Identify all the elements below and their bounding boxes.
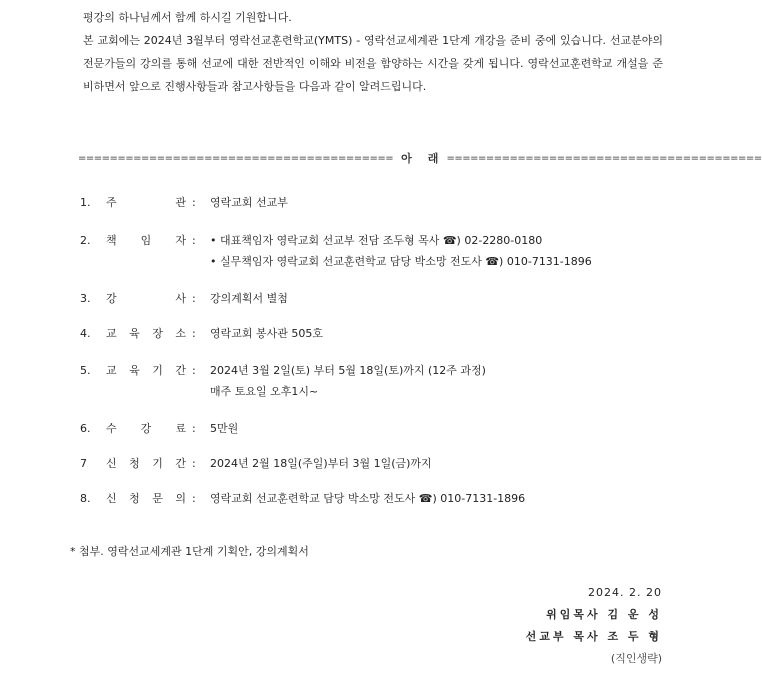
item-value: 2024년 2월 18일(주일)부터 3월 1일(금)까지 [210, 457, 432, 470]
item-colon: : [192, 234, 196, 247]
attachment-note: * 첨부. 영락선교세계관 1단계 기획안, 강의계획서 [70, 545, 309, 558]
item-label: 신 청 기 간 [106, 457, 186, 470]
item-number: 5. [80, 364, 91, 377]
item-colon: : [192, 457, 196, 470]
item-colon: : [192, 196, 196, 209]
item-value: 5만원 [210, 422, 239, 435]
detail-item [80, 453, 432, 474]
detail-item [80, 192, 288, 213]
item-value: 영락교회 봉사관 505호 [210, 327, 323, 340]
detail-item [80, 288, 288, 309]
signature-senior-pastor: 위임목사 김 운 성 [546, 608, 662, 621]
item-label: 신 청 문 의 [106, 492, 186, 505]
intro-section [83, 6, 663, 98]
item-colon: : [192, 292, 196, 305]
signature-mission-pastor: 선교부 목사 조 두 형 [525, 630, 662, 643]
item-label: 강 사 [106, 292, 186, 305]
divider-word-2: 래 [427, 152, 439, 165]
item-label: 교 육 기 간 [106, 364, 186, 377]
item-label: 주 관 [106, 196, 186, 209]
divider-right: ======================================== [446, 152, 762, 164]
divider-left: ======================================== [78, 152, 394, 164]
item-number: 1. [80, 196, 91, 209]
item-number: 2. [80, 234, 91, 247]
divider-word-1: 아 [401, 152, 412, 165]
seal-note: (직인생략) [610, 652, 662, 665]
detail-item [80, 488, 525, 509]
item-number: 3. [80, 292, 91, 305]
item-number: 7 [80, 457, 87, 470]
item-colon: : [192, 364, 196, 377]
item-value: 영락교회 선교부 [210, 196, 288, 209]
item-value: 2024년 3월 2일(토) 부터 5월 18일(토)까지 (12주 과정) 매주 토요일 오후1시~ [210, 364, 486, 398]
item-colon: : [192, 327, 196, 340]
item-label: 교 육 장 소 [106, 327, 186, 340]
detail-item [80, 230, 592, 272]
item-value: 강의계획서 별첨 [210, 292, 288, 305]
detail-item [80, 360, 486, 402]
item-colon: : [192, 422, 196, 435]
item-value: 영락교회 선교훈련학교 담당 박소망 전도사 ☎) 010-7131-1896 [210, 492, 526, 505]
item-number: 4. [80, 327, 91, 340]
item-number: 8. [80, 492, 91, 505]
detail-item [80, 323, 323, 344]
item-label: 책 임 자 [106, 234, 186, 247]
item-value: • 대표책임자 영락교회 선교부 전담 조두형 목사 ☎) 02-2280-0180 • 실무책임자 영락교회 선교훈련학교 담당 박소망 전도사 ☎) 010-7131-1896 [210, 234, 592, 268]
item-colon: : [192, 492, 196, 505]
section-divider [78, 150, 762, 166]
item-label: 수 강 료 [106, 422, 186, 435]
detail-item [80, 418, 238, 439]
greeting-line: 평강의 하나님께서 함께 하시길 기원합니다. [83, 11, 292, 24]
item-number: 6. [80, 422, 91, 435]
document-date: 2024. 2. 20 [588, 586, 662, 599]
intro-paragraph: 본 교회에는 2024년 3월부터 영락선교훈련학교(YMTS) - 영락선교세계관 1단계 개강을 준비 중에 있습니다. 선교분야의 전문가들의 강의를 통해 선교에 대한 전반적인 이해와 비전을 함양하는 시간을 갖게 됩니다. 영락선교훈련학교 개설을 준비하면서 앞으로 진행사항들과 참고사항들을 다음과 같이 알려드립니다. [83, 34, 663, 93]
